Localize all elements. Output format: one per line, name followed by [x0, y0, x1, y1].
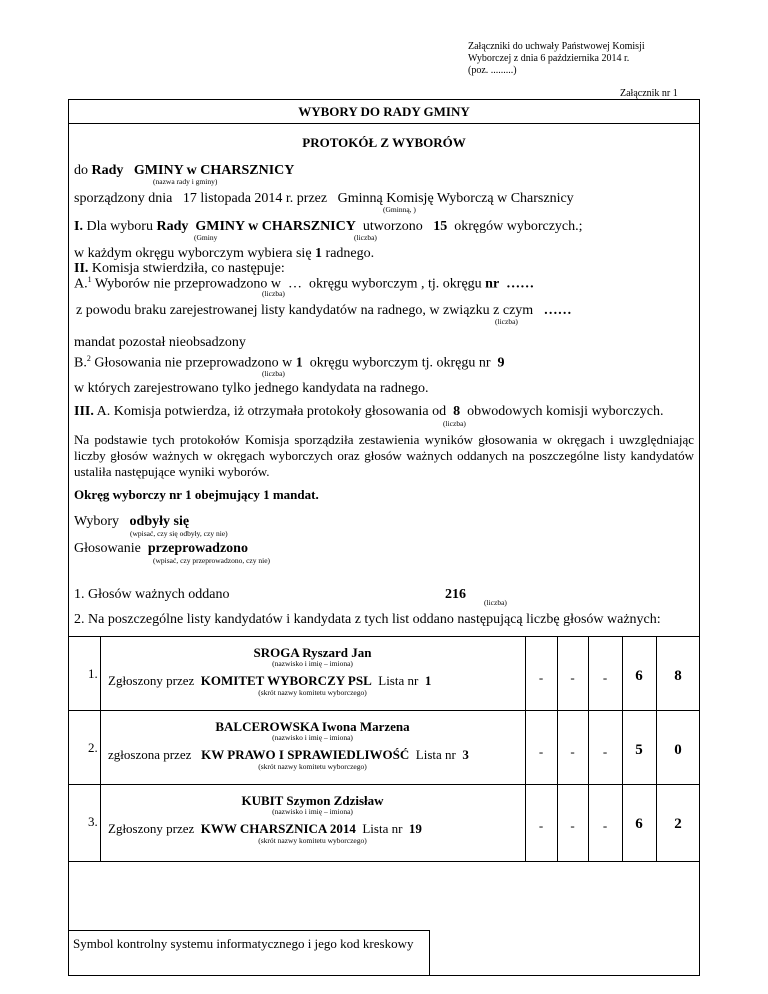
lists-label: 2. Na poszczególne listy kandydatów i kandydata z tych list oddano następującą liczbę głosów ważnych: — [74, 612, 661, 627]
valid-votes-value: 216 — [445, 587, 466, 602]
doc-subtitle: PROTOKÓŁ Z WYBORÓW — [302, 135, 466, 150]
candidate-name: BALCEROWSKA Iwona Marzena — [215, 719, 410, 734]
candidate-committee-line: Zgłoszony przez KOMITET WYBORCZY PSL Lista nr 1 — [108, 673, 432, 688]
table-col-divider — [100, 636, 101, 862]
section1-hint-gminy: (Gminy — [194, 233, 218, 242]
vote-digit: 2 — [674, 816, 682, 832]
vote-digit: - — [602, 818, 608, 833]
district-held: Wybory odbyły się — [74, 514, 190, 529]
section2-b: B.$^2$ Głosowania nie przeprowadzono w 1 okręgu wyborczym tj. okręgu nr 9 — [74, 354, 505, 371]
district-heading: Okręg wyborczy nr 1 obejmujący 1 mandat. — [74, 487, 319, 502]
section3-a-hint: (liczba) — [443, 419, 466, 428]
section2-b-line2: w których zarejestrowano tylko jednego kandydata na radnego. — [74, 381, 429, 396]
header-line3: (poz. .........) — [468, 65, 517, 76]
vote-digit: 6 — [635, 816, 643, 832]
header-line1: Załączniki do uchwały Państwowej Komisji — [468, 41, 645, 52]
section1-line: I. Dla wyboru Rady GMINY w CHARSZNICY utworzono 15 okręgów wyborczych.; — [74, 219, 583, 234]
vote-digit: - — [538, 744, 544, 759]
committee-hint: (skrót nazwy komitetu wyborczego) — [258, 688, 367, 697]
valid-votes-hint: (liczba) — [484, 598, 507, 607]
vote-digit: - — [602, 670, 608, 685]
candidate-number: 3. — [88, 814, 98, 829]
committee-hint: (skrót nazwy komitetu wyborczego) — [258, 762, 367, 771]
vote-digit: 0 — [674, 742, 682, 758]
candidate-number: 2. — [88, 740, 98, 755]
section2-a-hint: (liczba) — [262, 289, 285, 298]
district-vote: Głosowanie przeprowadzono — [74, 541, 248, 556]
to-hint: (nazwa rady i gminy) — [153, 177, 218, 186]
section1-hint-liczba: (liczba) — [354, 233, 377, 242]
district-held-hint: (wpisać, czy się odbyły, czy nie) — [130, 529, 228, 538]
candidate-name: KUBIT Szymon Zdzisław — [241, 793, 384, 808]
vote-digit: - — [570, 744, 575, 759]
attachment-label: Załącznik nr 1 — [620, 88, 678, 99]
drawn-hint: (Gminną, ) — [383, 205, 416, 214]
section2-intro: II. Komisja stwierdziła, co następuje: — [74, 261, 285, 276]
district-vote-hint: (wpisać, czy przeprowadzono, czy nie) — [153, 556, 271, 565]
section2-reason: z powodu braku zarejestrowanej listy kandydatów na radnego, w związku z czym …… — [76, 303, 572, 318]
table-row-divider — [68, 710, 700, 711]
valid-votes-label: 1. Głosów ważnych oddano — [74, 587, 230, 602]
to-line: do Rady GMINY w CHARSZNICY — [74, 163, 295, 178]
section2-vacant: mandat pozostał nieobsadzony — [74, 335, 246, 350]
vote-digit: 5 — [635, 742, 643, 758]
header-line2: Wyborczej z dnia 6 października 2014 r. — [468, 53, 630, 64]
candidate-number: 1. — [88, 666, 98, 681]
vote-digit: - — [538, 818, 544, 833]
section2-b-hint: (liczba) — [262, 369, 285, 378]
candidate-name: SROGA Ryszard Jan — [253, 645, 372, 660]
section2-a: A.$^1$ Wyborów nie przeprowadzono w … okręgu wyborczym , tj. okręgu nr …… — [74, 275, 535, 292]
drawn-line: sporządzony dnia 17 listopada 2014 r. przez Gminną Komisję Wyborczą w Charsznicy — [74, 191, 574, 206]
vote-digit: - — [538, 670, 544, 685]
barcode-label: Symbol kontrolny systemu informatycznego i jego kod kreskowy — [73, 936, 414, 951]
candidate-committee-line: Zgłoszony przez KWW CHARSZNICA 2014 Lista nr 19 — [108, 821, 422, 836]
vote-digit: 8 — [674, 668, 682, 684]
candidate-name-hint: (nazwisko i imię – imiona) — [272, 807, 353, 816]
candidate-name-hint: (nazwisko i imię – imiona) — [272, 659, 353, 668]
table-row-divider — [68, 784, 700, 785]
title-divider — [68, 123, 700, 124]
vote-digit: 6 — [635, 668, 643, 684]
candidate-name-hint: (nazwisko i imię – imiona) — [272, 733, 353, 742]
vote-digit: - — [570, 818, 575, 833]
committee-hint: (skrót nazwy komitetu wyborczego) — [258, 836, 367, 845]
vote-digit: - — [602, 744, 608, 759]
vote-digit: - — [570, 670, 575, 685]
section3-a: III. A. Komisja potwierdza, iż otrzymała protokoły głosowania od 8 obwodowych komisji wyborczych. — [74, 404, 664, 419]
section1-line2: w każdym okręgu wyborczym wybiera się 1 radnego. — [74, 246, 375, 261]
section3-paragraph: Na podstawie tych protokołów Komisja sporządziła zestawienia wyników głosowania w okręgach i uwzględniając liczby głosów ważnych w okręgach wyborczych oraz głosów ważnych oddanych na poszczególne listy kandydatów ustaliła następujące wyniki wyborów. — [74, 432, 694, 479]
doc-title: WYBORY DO RADY GMINY — [298, 104, 470, 119]
candidate-committee-line: zgłoszona przez KW PRAWO I SPRAWIEDLIWOŚĆ Lista nr 3 — [108, 747, 469, 762]
section2-reason-hint: (liczba) — [495, 317, 518, 326]
